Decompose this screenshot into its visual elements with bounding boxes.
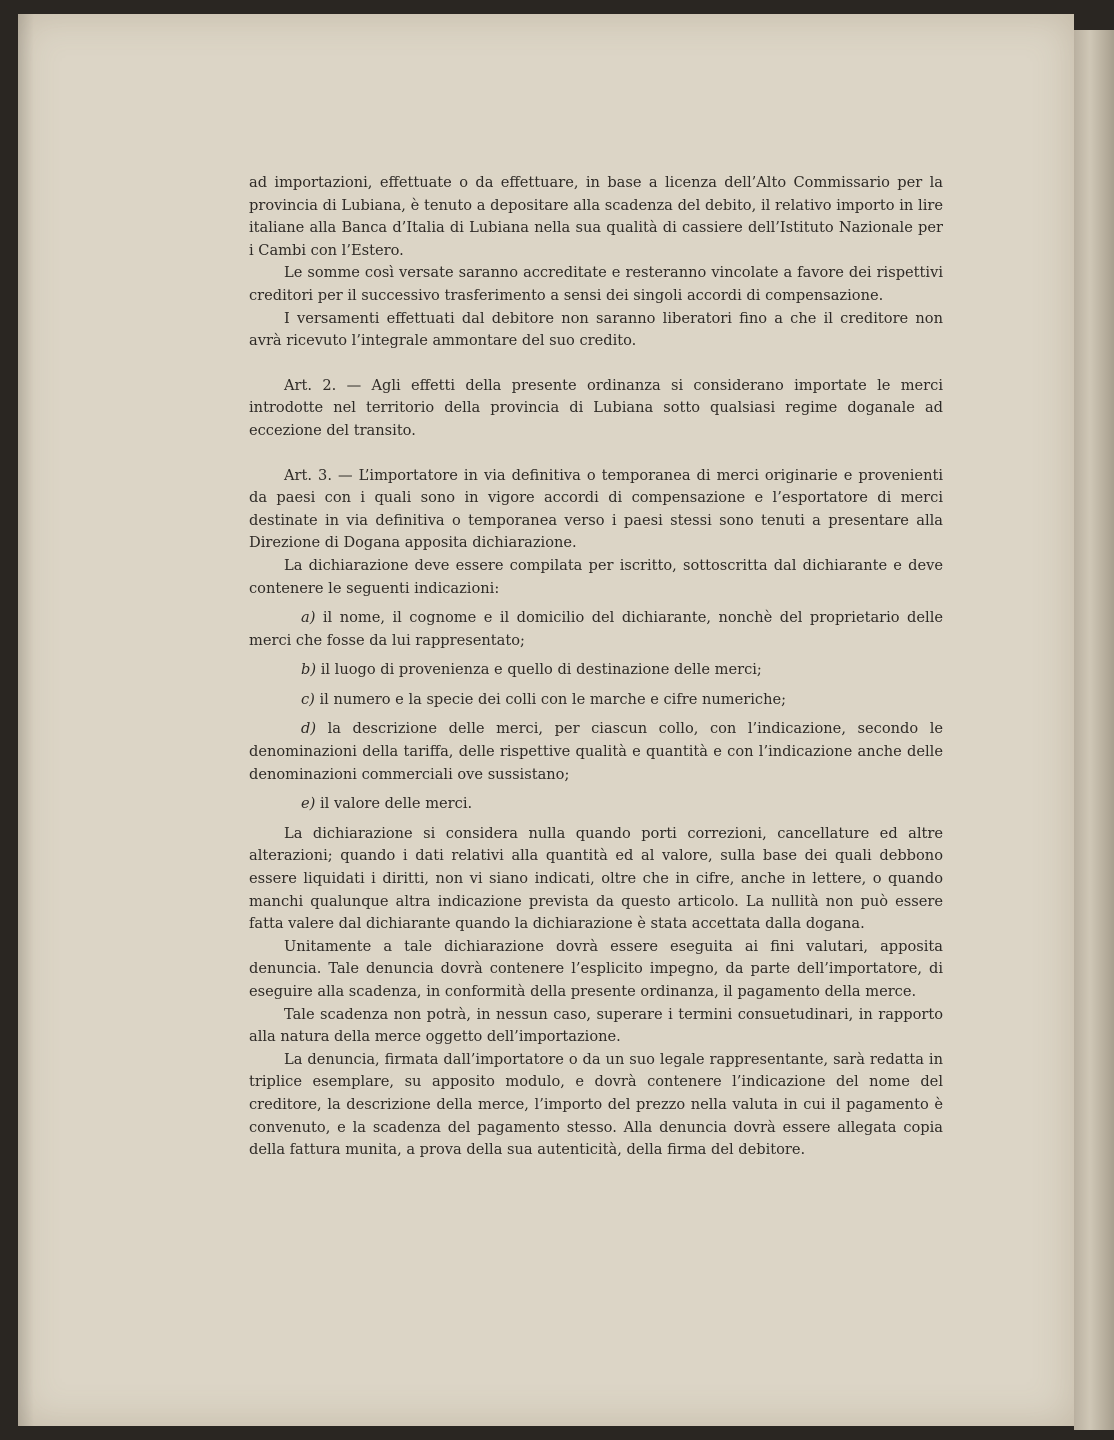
list-marker-b: b)	[301, 661, 317, 679]
paragraph-denuncia: Unitamente a tale dichiarazione dovrà essere eseguita ai fini valutari, apposita denuncia. Tale denuncia dovrà contenere l’esplicito impegno, da parte dell’importatore, di eseguire alla scadenza, in conformità della presente ordinanza, il pagamento della merce.	[249, 937, 943, 1000]
list-item-c	[249, 689, 943, 712]
article-3: Art. 3. — L’importatore in via definitiva o temporanea di merci originarie e provenienti da paesi con i quali sono in vigore accordi di compensazione e l’esportatore di merci destinate in via definitiva o temporanea verso i paesi stessi sono tenuti a presentare alla Direzione di Dogana apposita dichiarazione.	[249, 466, 943, 552]
list-text-b: il luogo di provenienza e quello di destinazione delle merci;	[320, 661, 762, 679]
list-marker-c: c)	[301, 690, 315, 708]
list-text-c: il numero e la specie dei colli con le marche e cifre numeriche;	[319, 690, 787, 708]
list-marker-d: d)	[301, 720, 317, 738]
paragraph-firma: La denuncia, firmata dall’importatore o da un suo legale rappresentante, sarà redatta in triplice esemplare, su apposito modulo, e dovrà contenere l’indicazione del nome del creditore, la descrizione della merce, l’importo del prezzo nella valuta in cui il pagamento è convenuto, e la scadenza del pagamento stesso. Alla denuncia dovrà essere allegata copia della fattura munita, a prova della sua autenticità, della firma del debitore.	[249, 1050, 943, 1159]
paragraph-nullity: La dichiarazione si considera nulla quando porti correzioni, cancellature ed altre alterazioni; quando i dati relativi alla quantità ed al valore, sulla base dei quali debbono essere liquidati i diritti, non vi siano indicati, oltre che in cifre, anche in lettere, o quando manchi qualunque altra indicazione prevista da questo articolo. La nullità non può essere fatta valere dal dichiarante quando la dichiarazione è stata accettata dalla dogana.	[249, 824, 943, 933]
paragraph-import-deposit: ad importazioni, effettuate o da effettuare, in base a licenza dell’Alto Commissario per la provincia di Lubiana, è tenuto a depositare alla scadenza del debito, il relativo importo in lire italiane alla Banca d’Italia di Lubiana nella sua qualità di cassiere dell’Istituto Nazionale per i Cambi con l’Estero.	[249, 174, 943, 259]
article-2: Art. 2. — Agli effetti della presente ordinanza si considerano importate le merci introdotte nel territorio della provincia di Lubiana sotto qualsiasi regime doganale ad eccezione del transito.	[249, 376, 943, 439]
list-item-a	[249, 607, 943, 652]
list-text-e: il valore delle merci.	[319, 795, 473, 813]
next-page-edge	[1074, 30, 1114, 1430]
paragraph-declaration: La dichiarazione deve essere compilata per iscritto, sottoscritta dal dichiarante e deve contenere le seguenti indicazioni:	[249, 556, 943, 597]
list-text-a: il nome, il cognome e il domicilio del dichiarante, nonchè del proprietario delle merci che fosse da lui rappresentato;	[249, 609, 944, 649]
list-marker-e: e)	[301, 795, 316, 813]
paragraph-sums-credited: Le somme così versate saranno accreditate e resteranno vincolate a favore dei rispettivi creditori per il successivo trasferimento a sensi dei singoli accordi di compensazione.	[249, 264, 943, 304]
page-fold-shadow	[18, 14, 34, 1426]
list-marker-a: a)	[301, 609, 316, 627]
list-text-d: la descrizione delle merci, per ciascun collo, con l’indicazione, secondo le denominazioni della tariffa, delle rispettive qualità e quantità e con l’indicazione anche delle denominazioni commerciali ove sussistano;	[249, 720, 943, 783]
paragraph-payments: I versamenti effettuati dal debitore non saranno liberatori fino a che il creditore non avrà ricevuto l’integrale ammontare del suo credito.	[249, 309, 943, 350]
list-item-e	[249, 793, 943, 816]
list-item-d	[249, 718, 943, 786]
document-body	[249, 172, 943, 1162]
list-item-b	[249, 659, 943, 682]
paragraph-scadenza: Tale scadenza non potrà, in nessun caso, superare i termini consuetudinari, in rapporto alla natura della merce oggetto dell’importazione.	[249, 1005, 943, 1046]
